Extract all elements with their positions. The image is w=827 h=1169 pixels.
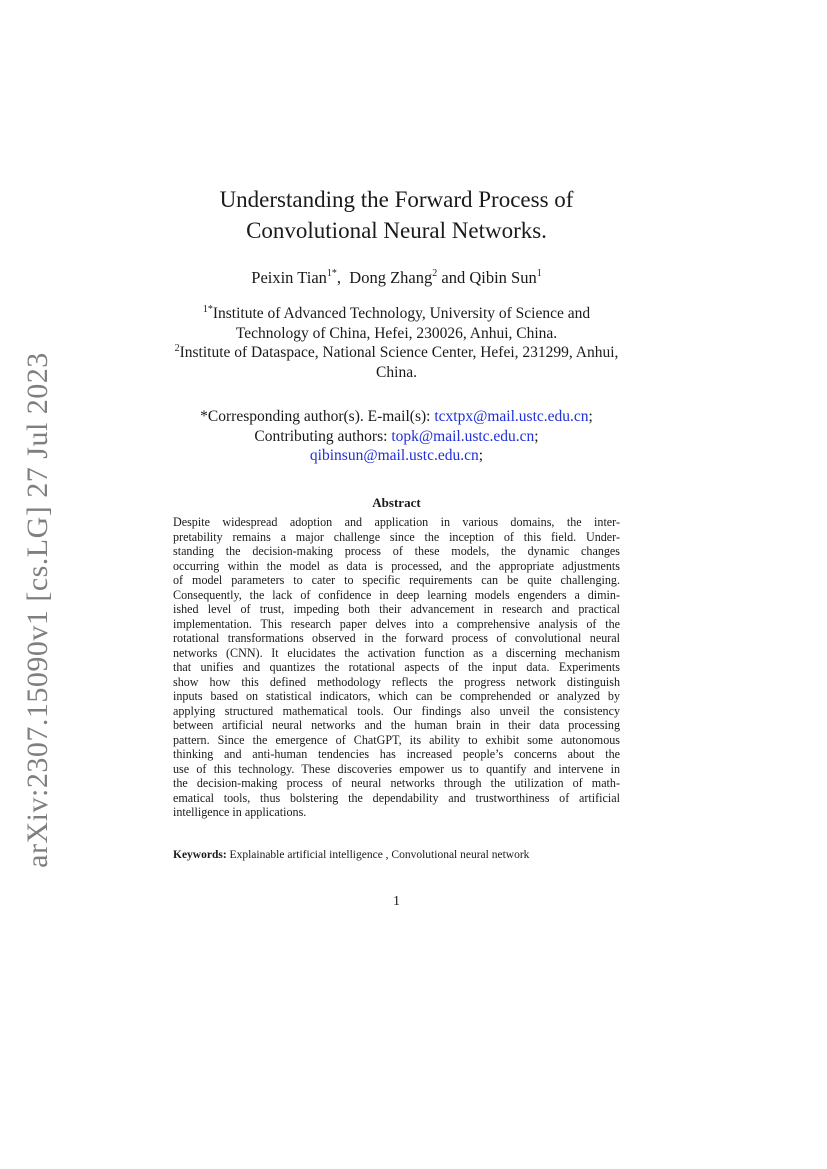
abstract-body	[173, 515, 620, 820]
paper-title	[0, 184, 793, 246]
affiliation-text: Institute of Dataspace, National Science Center, Hefei, 231299, Anhui,	[179, 344, 619, 361]
author-name: Qibin Sun	[469, 268, 537, 287]
abstract-line: pattern. Since the emergence of ChatGPT, its ability to exhibit some autonomous	[173, 732, 620, 747]
page-number: 1	[393, 894, 400, 909]
abstract-line: occurring within the model as data is processed, and the appropriate adjustments	[173, 558, 620, 573]
abstract-line: pretability remains a major challenge since the inception of this field. Under-	[173, 529, 620, 544]
separator: ;	[478, 447, 484, 464]
abstract-line: that unifies and quantizes the rotational aspects of the input data. Experiments	[173, 660, 620, 674]
author-name: Peixin Tian	[251, 268, 327, 287]
abstract-line: Despite widespread adoption and application in various domains, the inter-	[173, 515, 620, 529]
separator: ;	[588, 408, 593, 425]
abstract-line: standing the decision-making process of these models, the dynamic changes	[173, 544, 620, 558]
arxiv-identifier-stamp: arXiv:2307.15090v1 [cs.LG] 27 Jul 2023	[21, 352, 54, 868]
author-affiliation-mark: 2	[432, 268, 438, 279]
keywords-text: Explainable artificial intelligence , Convolutional neural network	[226, 849, 530, 861]
affiliation-line: Technology of China, Hefei, 230026, Anhui, China.	[235, 324, 558, 342]
author-connector: and	[441, 268, 466, 287]
abstract-line: implementation. This research paper delves into a comprehensive analysis of the	[173, 616, 620, 631]
abstract-line: rotational transformations observed in the forward process of convolutional neural	[173, 631, 620, 645]
abstract-line: thinking and anti-human tendencies has increased people’s concerns about the	[173, 747, 620, 761]
abstract-line: networks (CNN). It elucidates the activation function as a discerning mechanism	[173, 645, 620, 660]
affiliation-mark: 1*	[202, 304, 213, 315]
corresponding-author-line	[0, 407, 793, 427]
corresponding-email-link[interactable]: tcxtpx@mail.ustc.edu.cn	[434, 408, 589, 425]
abstract-line: intelligence in applications.	[173, 805, 307, 819]
contact-block	[0, 407, 793, 466]
author-name: Dong Zhang	[349, 268, 433, 287]
abstract-line: Consequently, the lack of confidence in deep learning models engenders a dimin-	[173, 587, 620, 602]
abstract-line: ematical tools, thus bolstering the dependability and trustworthiness of artificial	[173, 790, 620, 805]
abstract-line: inputs based on statistical indicators, which can be comprehended or analyzed by	[173, 689, 620, 703]
abstract-heading: Abstract	[372, 495, 421, 510]
abstract-line: of model parameters to cater to specific requirements can be quite challenging.	[173, 573, 620, 587]
abstract-line: applying structured mathematical tools. Our findings also unveil the consistency	[173, 703, 620, 718]
affiliation-mark: 2	[174, 343, 180, 354]
abstract-line: use of this technology. These discoveries empower us to quantify and intervene in	[173, 761, 620, 776]
affiliation-line: China.	[376, 363, 417, 381]
abstract-line: show how this defined methodology reflects the progress network distinguish	[173, 674, 620, 689]
abstract-line: between artificial neural networks and the human brain in their data processing	[173, 718, 620, 732]
separator: ;	[534, 427, 539, 445]
affiliation-1	[0, 300, 793, 343]
affiliation-text: Institute of Advanced Technology, University of Science and	[212, 305, 591, 322]
contributing-authors-line-2	[0, 446, 793, 466]
keywords-line	[173, 849, 620, 861]
corresponding-label: *Corresponding author(s). E-mail(s):	[200, 408, 435, 425]
contributing-authors-line	[0, 427, 793, 447]
author-list: Peixin Tian$^{1*}$, Dong Zhang$^2$ and Qibin Sun$^1$	[251, 268, 542, 287]
abstract-line: ished level of trust, impeding both their advancement in research and practical	[173, 602, 620, 616]
abstract-line: the decision-making process of neural networks through the utilization of math-	[173, 776, 620, 790]
contributing-label: Contributing authors:	[254, 427, 392, 445]
keywords-label: Keywords:	[173, 849, 227, 861]
title-line-1: Understanding the Forward Process of	[219, 187, 574, 212]
affiliation-line	[0, 339, 793, 363]
author-affiliation-mark: 1	[536, 268, 542, 279]
author-affiliation-mark: 1*	[326, 268, 337, 279]
affiliation-2	[0, 339, 793, 382]
affiliation-line	[0, 300, 793, 324]
contributing-email-link-1[interactable]: topk@mail.ustc.edu.cn	[391, 427, 535, 445]
title-line-2: Convolutional Neural Networks.	[246, 218, 547, 243]
contributing-email-link-2[interactable]: qibinsun@mail.ustc.edu.cn	[309, 447, 479, 464]
